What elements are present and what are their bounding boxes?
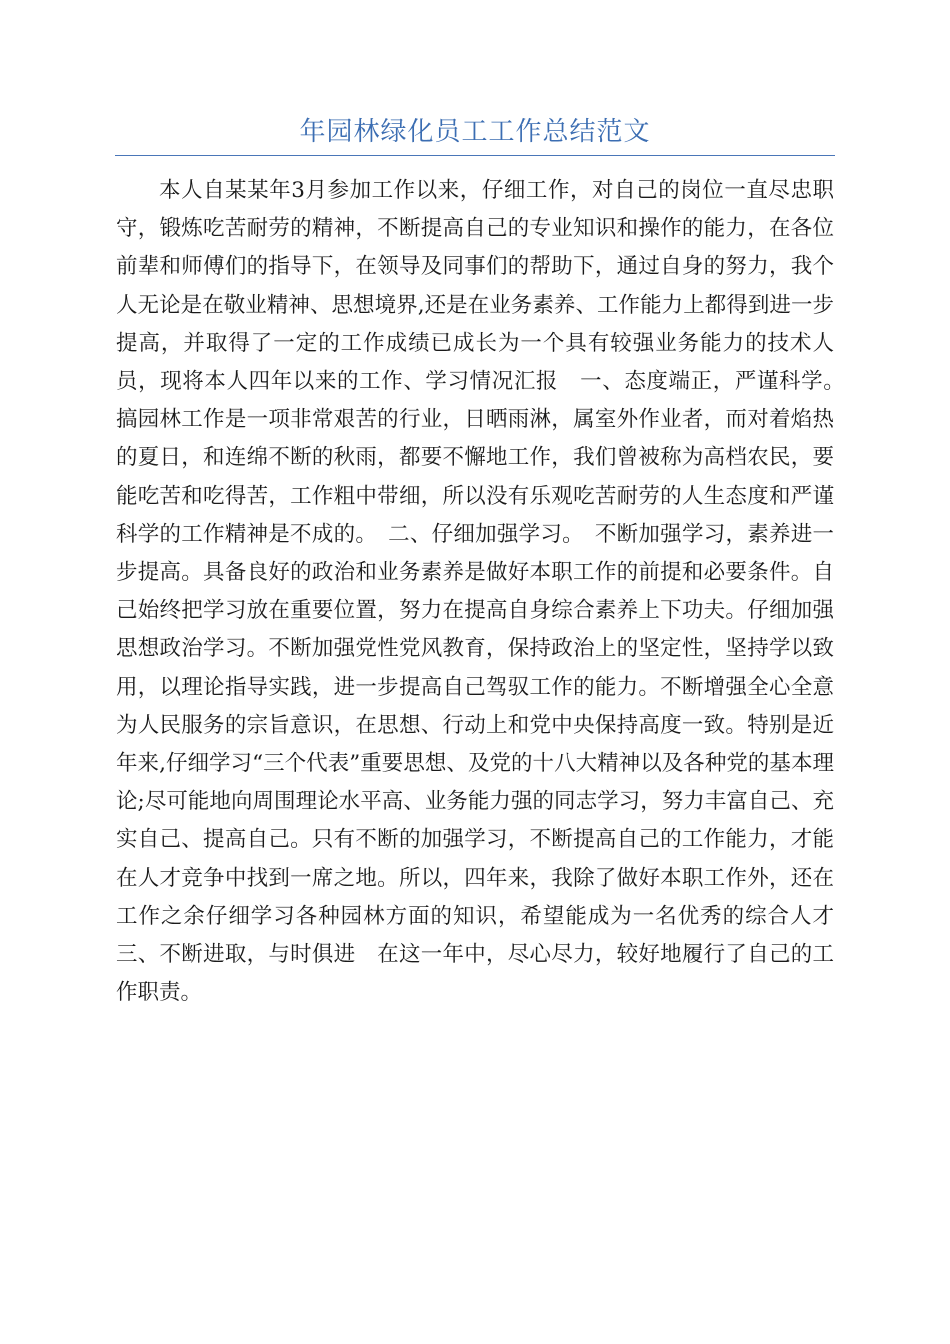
document-body-paragraph: 本人自某某年3月参加工作以来，仔细工作，对自己的岗位一直尽忠职守，锻炼吃苦耐劳的精神，不断提高自己的专业知识和操作的能力，在各位前辈和师傅们的指导下，在领导及同事们的帮助下，通过自身的努力，我个人无论是在敬业精神、思想境界,还是在业务素养、工作能力上都得到进一步提高，并取得了一定的工作成绩已成长为一个具有较强业务能力的技术人员，现将本人四年以来的工作、学习情况汇报 一、态度端正，严谨科学。 搞园林工作是一项非常艰苦的行业，日晒雨淋，属室外作业者，而对着焰热的夏日，和连绵不断的秋雨，都要不懈地工作，我们曾被称为高档农民，要能吃苦和吃得苦，工作粗中带细，所以没有乐观吃苦耐劳的人生态度和严谨科学的工作精神是不成的。 二、仔细加强学习。 不断加强学习，素养进一步提高。具备良好的政治和业务素养是做好本职工作的前提和必要条件。自己始终把学习放在重要位置，努力在提高自身综合素养上下功夫。仔细加强思想政治学习。不断加强党性党风教育，保持政治上的坚定性，坚持学以致用，以理论指导实践，进一步提高自己驾驭工作的能力。不断增强全心全意为人民服务的宗旨意识，在思想、行动上和党中央保持高度一致。特别是近年来,仔细学习“三个代表”重要思想、及党的十八大精神以及各种党的基本理论;尽可能地向周围理论水平高、业务能力强的同志学习，努力丰富自己、充实自己、提高自己。只有不断的加强学习，不断提高自己的工作能力，才能在人才竞争中找到一席之地。所以，四年来，我除了做好本职工作外，还在工作之余仔细学习各种园林方面的知识，希望能成为一名优秀的综合人才 三、不断进取，与时俱进 在这一年中，尽心尽力，较好地履行了自己的工作职责。	[116, 178, 856, 1006]
document-title: 年园林绿化员工工作总结范文	[299, 117, 651, 147]
title-underline-divider	[115, 155, 835, 156]
